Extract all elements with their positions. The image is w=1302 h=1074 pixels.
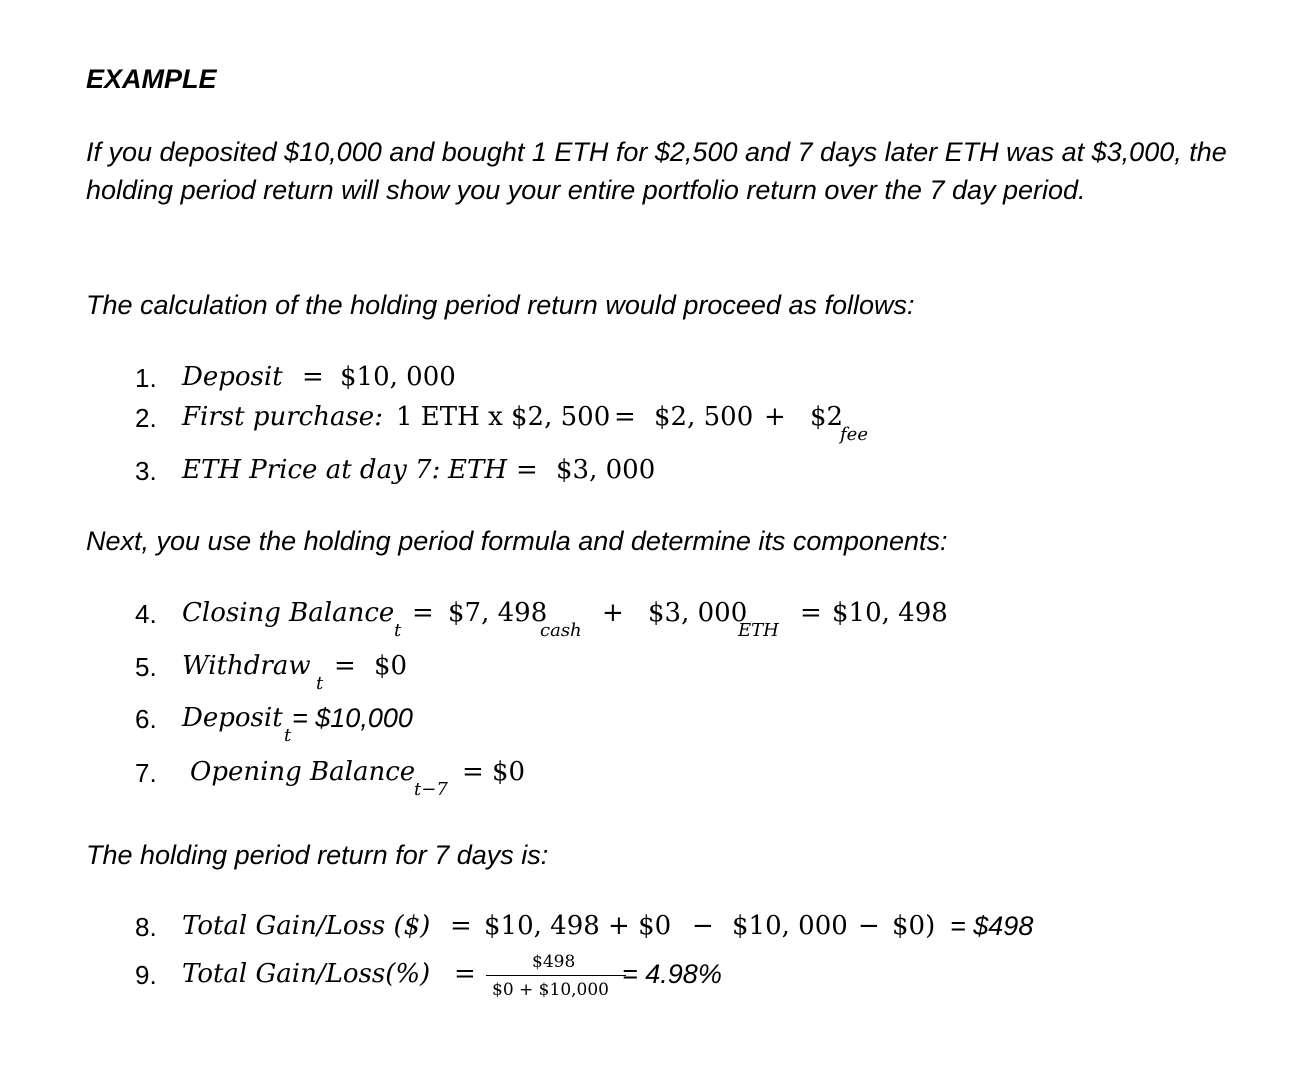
equals-sign: = — [450, 911, 472, 941]
opening-balance-value: $0 — [492, 757, 526, 787]
subscript-t: t — [316, 673, 324, 694]
gain-expression-b: $10, 000 — [732, 911, 848, 941]
total-gain-loss-dollar-label: Total Gain/Loss ($) — [182, 911, 431, 941]
percent-result: = 4.98% — [622, 959, 722, 989]
minus-sign: − — [692, 911, 714, 941]
intro-paragraph: If you deposited $10,000 and bought 1 ETH for $2,500 and 7 days later ETH was at $3,000, the holding period return will show you your entire portfolio return over the 7 day period. — [86, 137, 1227, 205]
item-number-7: 7. — [135, 758, 157, 788]
fraction-bar — [486, 975, 626, 976]
deposit-t-value: = $10,000 — [292, 703, 413, 733]
item-number-6: 6. — [135, 704, 157, 734]
item-number-2: 2. — [135, 403, 157, 433]
item-number-4: 4. — [135, 599, 157, 629]
deposit-value: $10, 000 — [340, 362, 456, 392]
fraction-denominator: $0 + $10,000 — [492, 980, 609, 1000]
equals-sign: = — [334, 651, 356, 681]
closing-cash-value: $7, 498 — [448, 598, 548, 628]
equals-sign: = — [800, 598, 822, 628]
return-intro: The holding period return for 7 days is: — [86, 840, 549, 870]
equals-sign: = — [462, 757, 484, 787]
minus-sign: − — [858, 911, 880, 941]
gain-expression-c: $0) — [892, 911, 936, 941]
eth-subscript: ETH — [738, 620, 779, 641]
gain-expression-a: $10, 498 + $0 — [484, 911, 672, 941]
eth-price-label: ETH Price at day 7: — [182, 455, 441, 485]
closing-eth-value: $3, 000 — [648, 598, 748, 628]
item-number-5: 5. — [135, 652, 157, 682]
purchase-expression: 1 ETH x $2, 500 — [396, 402, 611, 432]
cash-subscript: cash — [540, 620, 582, 641]
total-gain-loss-percent-label: Total Gain/Loss(%) — [182, 959, 431, 989]
withdraw-value: $0 — [374, 651, 408, 681]
equals-sign: = — [516, 455, 538, 485]
purchase-value: $2, 500 — [654, 402, 754, 432]
deposit-label: Deposit — [182, 362, 283, 392]
subscript-t-minus-7: t−7 — [414, 779, 448, 800]
item-number-9: 9. — [135, 960, 157, 990]
eth-price-value: $3, 000 — [556, 455, 656, 485]
fee-subscript: fee — [840, 424, 868, 445]
opening-balance-label: Opening Balance — [190, 757, 416, 787]
equals-sign: = — [412, 598, 434, 628]
eth-asset: ETH — [448, 455, 507, 485]
equals-sign: = — [614, 402, 636, 432]
plus-sign: + — [602, 598, 624, 628]
plus-sign: + — [764, 402, 786, 432]
equals-sign: = — [302, 362, 324, 392]
item-number-1: 1. — [135, 363, 157, 393]
item-number-3: 3. — [135, 456, 157, 486]
formula-intro: Next, you use the holding period formula and determine its components: — [86, 526, 948, 556]
gain-result: = $498 — [950, 911, 1034, 941]
deposit-t-label: Deposit — [182, 703, 283, 733]
item-number-8: 8. — [135, 912, 157, 942]
closing-total-value: $10, 498 — [832, 598, 948, 628]
example-heading: EXAMPLE — [86, 64, 217, 94]
calculation-intro: The calculation of the holding period return would proceed as follows: — [86, 290, 915, 320]
purchase-label: First purchase: — [182, 402, 383, 432]
closing-balance-label: Closing Balance — [182, 598, 395, 628]
equals-sign: = — [454, 959, 476, 989]
fraction-numerator: $498 — [532, 952, 576, 972]
subscript-t: t — [284, 725, 292, 746]
withdraw-label: Withdraw — [182, 651, 311, 681]
fee-value: $2 — [810, 402, 844, 432]
subscript-t: t — [394, 620, 402, 641]
